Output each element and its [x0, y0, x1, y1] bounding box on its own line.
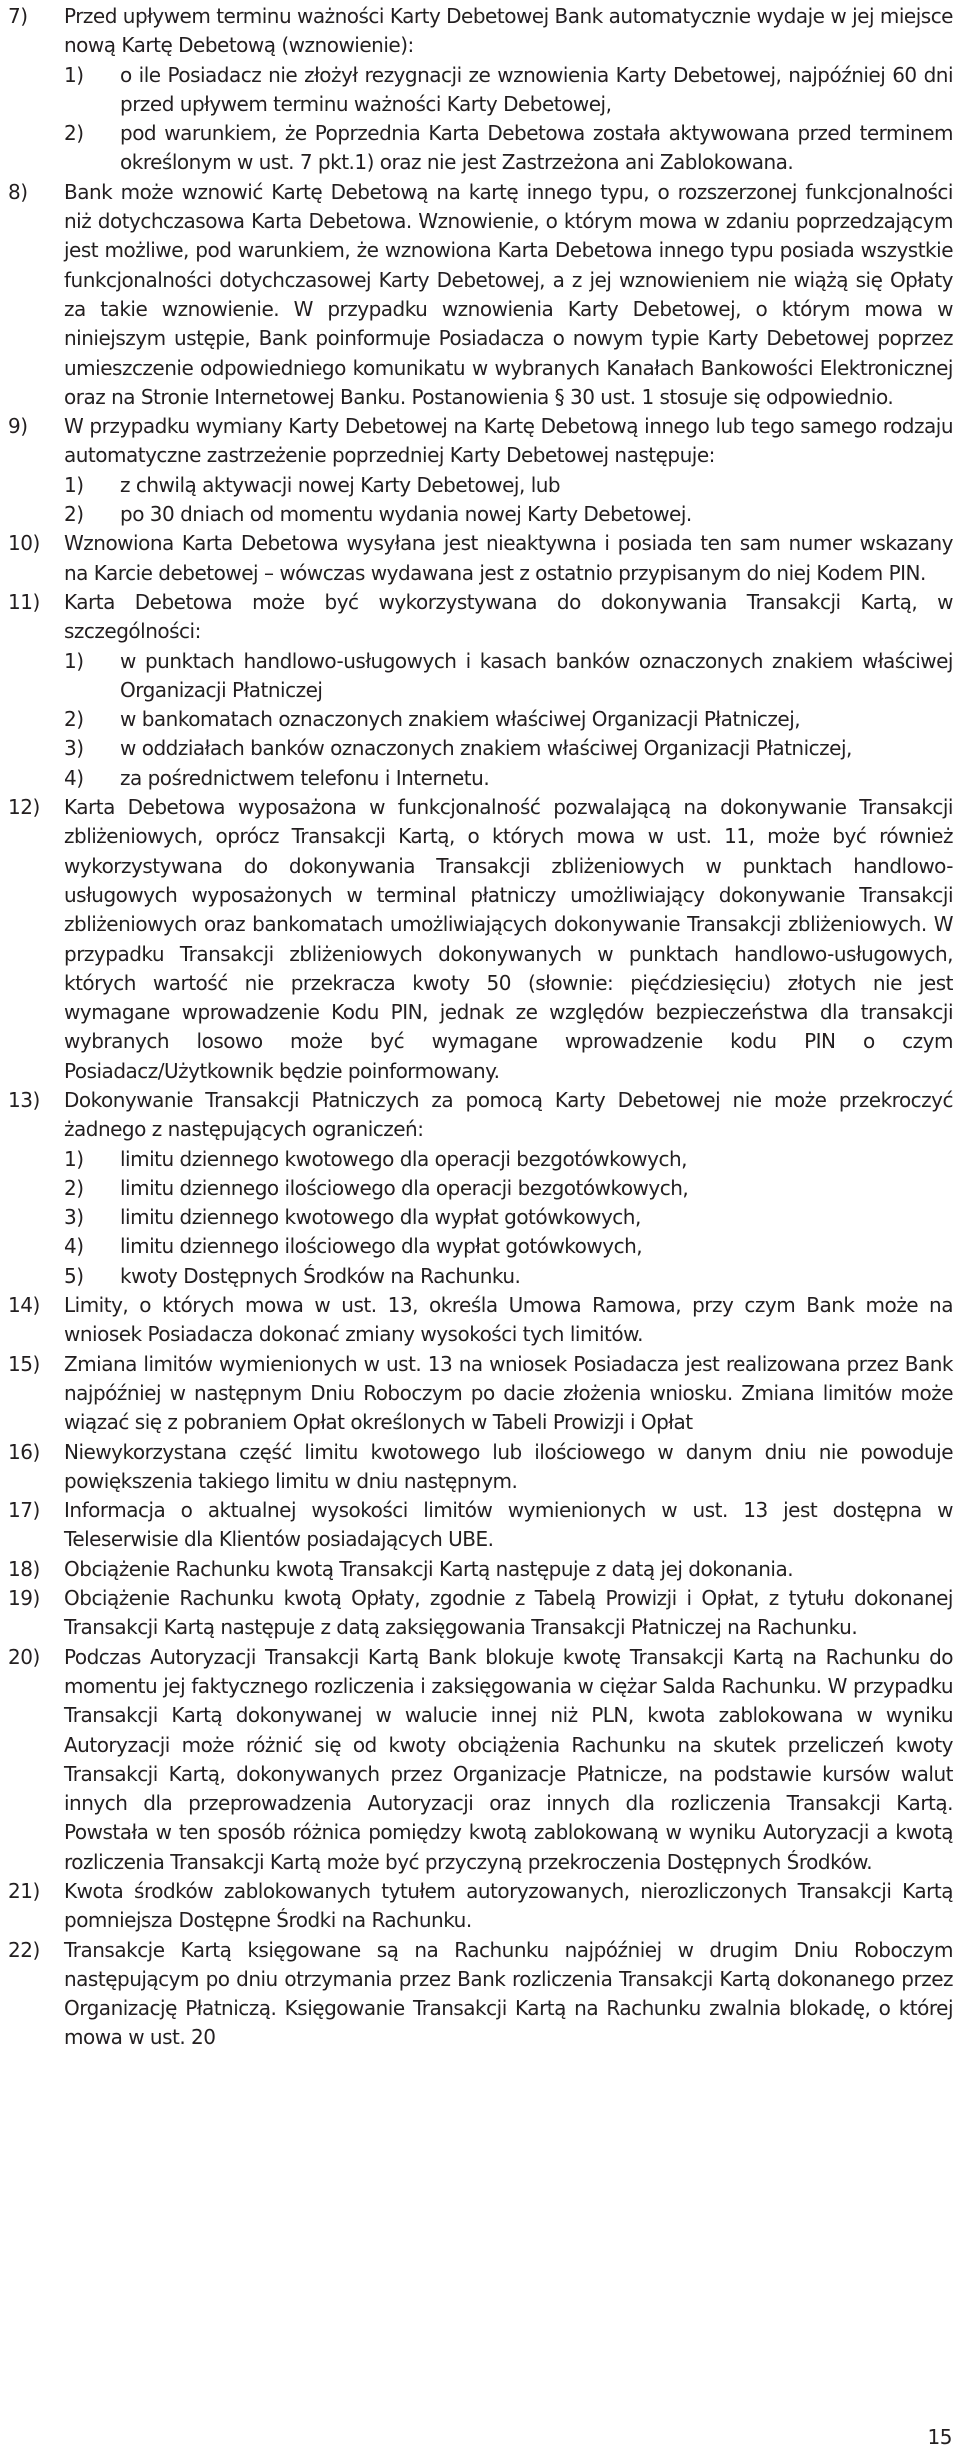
numbered-paragraph — [8, 1086, 953, 1291]
page-number: 15 — [927, 2424, 952, 2449]
sub-point — [64, 1174, 953, 1203]
sub-point-number: 1) — [64, 472, 84, 497]
paragraph-body — [64, 1936, 953, 2053]
sub-point-number: 4) — [64, 765, 84, 790]
numbered-paragraph — [8, 1584, 953, 1643]
paragraph-number: 11) — [8, 589, 40, 614]
document-body — [8, 2, 953, 2053]
paragraph-body — [64, 1291, 953, 1350]
sub-point — [64, 1203, 953, 1232]
paragraph-body — [64, 1555, 953, 1584]
sub-point-text: w bankomatach oznaczonych znakiem właściwej Organizacji Płatniczej, — [120, 707, 801, 732]
numbered-paragraph — [8, 178, 953, 412]
sub-point-number: 1) — [64, 62, 84, 87]
numbered-paragraph — [8, 793, 953, 1086]
paragraph-number: 9) — [8, 414, 28, 439]
paragraph-text: Transakcje Kartą księgowane są na Rachunku najpóźniej w drugim Dniu Roboczym następującym po dniu otrzymania przez Bank rozliczenia Transakcji Kartą dokonanego przez Organizację Płatniczą. Księgowanie Transakcji Kartą na Rachunku zwalnia blokadę, o której mowa w ust. 20 — [64, 1937, 953, 2050]
paragraph-number: 22) — [8, 1937, 40, 1962]
sub-point-number: 3) — [64, 1205, 84, 1230]
numbered-paragraph — [8, 1936, 953, 2053]
paragraph-text: Obciążenie Rachunku kwotą Transakcji Kartą następuje z datą jej dokonania. — [64, 1556, 794, 1581]
paragraph-number: 13) — [8, 1087, 40, 1112]
sub-point — [64, 61, 953, 120]
numbered-paragraph — [8, 1877, 953, 1936]
paragraph-number: 17) — [8, 1498, 40, 1523]
paragraph-number: 18) — [8, 1556, 40, 1581]
sub-point — [64, 764, 953, 793]
numbered-paragraph — [8, 412, 953, 529]
paragraph-body — [64, 529, 953, 588]
sub-point-text: za pośrednictwem telefonu i Internetu. — [120, 765, 490, 790]
sub-point-text: o ile Posiadacz nie złożył rezygnacji ze wznowienia Karty Debetowej, najpóźniej 60 dni przed upływem terminu ważności Karty Debetowej, — [120, 62, 953, 116]
paragraph-number: 14) — [8, 1293, 40, 1318]
sub-point — [64, 471, 953, 500]
paragraph-body — [64, 1643, 953, 1877]
paragraph-number: 19) — [8, 1586, 40, 1611]
sub-point-number: 1) — [64, 648, 84, 673]
sub-point-number: 1) — [64, 1146, 84, 1171]
paragraph-number: 8) — [8, 179, 28, 204]
paragraph-body — [64, 1086, 953, 1291]
paragraph-body — [64, 588, 953, 793]
numbered-paragraph — [8, 588, 953, 793]
sub-point — [64, 1262, 953, 1291]
paragraph-number: 10) — [8, 531, 40, 556]
paragraph-text: Karta Debetowa wyposażona w funkcjonalność pozwalającą na dokonywanie Transakcji zbliżeniowych, oprócz Transakcji Kartą, o których mowa w ust. 11, może być również wykorzystywana do dokonywania Transakcji zbliżeniowych w punktach handlowo-usługowych wyposażonych w terminal płatniczy umożliwiający dokonywanie Transakcji zbliżeniowych oraz bankomatach umożliwiających dokonywanie Transakcji zbliżeniowych. W przypadku Transakcji zbliżeniowych dokonywanych w punktach handlowo-usługowych, których wartość nie przekracza kwoty 50 (słownie: pięćdziesięciu) złotych nie jest wymagane wprowadzenie Kodu PIN, jednak ze względów bezpieczeństwa dla transakcji wybranych losowo może być wymagane wprowadzenie kodu PIN o czym Posiadacz/Użytkownik będzie poinformowany. — [64, 795, 953, 1083]
sub-point-number: 5) — [64, 1263, 84, 1288]
sub-point-text: po 30 dniach od momentu wydania nowej Karty Debetowej. — [120, 502, 692, 527]
paragraph-text: Informacja o aktualnej wysokości limitów wymienionych w ust. 13 jest dostępna w Teleserwisie dla Klientów posiadających UBE. — [64, 1498, 953, 1552]
sub-point — [64, 500, 953, 529]
sub-point-text: limitu dziennego kwotowego dla wypłat gotówkowych, — [120, 1205, 641, 1230]
paragraph-number: 12) — [8, 795, 40, 820]
sub-point — [64, 705, 953, 734]
paragraph-text: Dokonywanie Transakcji Płatniczych za pomocą Karty Debetowej nie może przekroczyć żadnego z następujących ograniczeń: — [64, 1087, 953, 1142]
sub-point-text: pod warunkiem, że Poprzednia Karta Debetowa została aktywowana przed terminem określonym w ust. 7 pkt.1) oraz nie jest Zastrzeżona ani Zablokowana. — [120, 121, 953, 175]
sub-point-number: 2) — [64, 1175, 84, 1200]
paragraph-text: Niewykorzystana część limitu kwotowego lub ilościowego w danym dniu nie powoduje powiększenia takiego limitu w dniu następnym. — [64, 1439, 953, 1493]
paragraph-number: 21) — [8, 1879, 40, 1903]
paragraph-text: Wznowiona Karta Debetowa wysyłana jest nieaktywna i posiada ten sam numer wskazany na Karcie debetowej – wówczas wydawana jest z ostatnio przypisanym do niej Kodem PIN. — [64, 531, 953, 585]
sub-point-text: kwoty Dostępnych Środków na Rachunku. — [120, 1263, 521, 1288]
paragraph-body — [64, 1877, 953, 1936]
sub-point-number: 4) — [64, 1234, 84, 1259]
sub-point-text: w punktach handlowo-usługowych i kasach banków oznaczonych znakiem właściwej Organizacji Płatniczej — [120, 648, 953, 702]
numbered-paragraph — [8, 2, 953, 178]
paragraph-text: Podczas Autoryzacji Transakcji Kartą Bank blokuje kwotę Transakcji Kartą na Rachunku do momentu jej faktycznego rozliczenia i zaksięgowania w ciężar Salda Rachunku. W przypadku Transakcji Kartą dokonywanej w walucie innej niż PLN, kwota zablokowana w wyniku Autoryzacji może różnić się od kwoty obciążenia Rachunku na skutek przeliczeń kwoty Transakcji Kartą, dokonywanych przez Organizacje Płatnicze, na podstawie kursów walut innych dla przeprowadzenia Autoryzacji oraz innych dla rozliczenia Transakcji Kartą. Powstała w ten sposób różnica pomiędzy kwotą zablokowaną w wyniku Autoryzacji a kwotą rozliczenia Transakcji Kartą może być przyczyną przekroczenia Dostępnych Środków. — [64, 1644, 953, 1874]
paragraph-text: Kwota środków zablokowanych tytułem autoryzowanych, nierozliczonych Transakcji Kartą pomniejsza Dostępne Środki na Rachunku. — [64, 1879, 953, 1933]
paragraph-text: Bank może wznowić Kartę Debetową na kartę innego typu, o rozszerzonej funkcjonalności niż dotychczasowa Karta Debetowa. Wznowienie, o którym mowa w zdaniu poprzedzającym jest możliwe, pod warunkiem, że wznowiona Karta Debetowa innego typu posiada wszystkie funkcjonalności dotychczasowej Karty Debetowej, a z jej wznowieniem nie wiążą się Opłaty za takie wznowienie. W przypadku wznowienia Karty Debetowej, o którym mowa w niniejszym ustępie, Bank poinformuje Posiadacza o nowym typie Karty Debetowej poprzez umieszczenie odpowiedniego komunikatu w wybranych Kanałach Bankowości Elektronicznej oraz na Stronie Internetowej Banku. Postanowienia § 30 ust. 1 stosuje się odpowiednio. — [64, 179, 953, 409]
sub-point-text: limitu dziennego kwotowego dla operacji bezgotówkowych, — [120, 1146, 687, 1171]
numbered-paragraph — [8, 1350, 953, 1438]
paragraph-body — [64, 1584, 953, 1643]
paragraph-text: Obciążenie Rachunku kwotą Opłaty, zgodnie z Tabelą Prowizji i Opłat, z tytułu dokonanej Transakcji Kartą następuje z datą zaksięgowania Transakcji Płatniczej na Rachunku. — [64, 1586, 953, 1640]
sub-point-number: 2) — [64, 707, 84, 732]
paragraph-body — [64, 412, 953, 529]
sub-point-number: 2) — [64, 502, 84, 527]
sub-point-text: z chwilą aktywacji nowej Karty Debetowej, lub — [120, 472, 561, 497]
paragraph-number: 15) — [8, 1351, 40, 1376]
paragraph-text: W przypadku wymiany Karty Debetowej na Kartę Debetową innego lub tego samego rodzaju automatyczne zastrzeżenie poprzedniej Karty Debetowej następuje: — [64, 414, 953, 468]
paragraph-text: Limity, o których mowa w ust. 13, określa Umowa Ramowa, przy czym Bank może na wniosek Posiadacza dokonać zmiany wysokości tych limitów. — [64, 1293, 953, 1347]
sub-point-number: 3) — [64, 736, 84, 761]
paragraph-body — [64, 1438, 953, 1497]
paragraph-text: Zmiana limitów wymienionych w ust. 13 na wniosek Posiadacza jest realizowana przez Bank najpóźniej w następnym Dniu Roboczym po dacie złożenia wniosku. Zmiana limitów może wiązać się z pobraniem Opłat określonych w Tabeli Prowizji i Opłat — [64, 1351, 953, 1435]
sub-point-text: limitu dziennego ilościowego dla wypłat gotówkowych, — [120, 1234, 643, 1259]
sub-point-text: w oddziałach banków oznaczonych znakiem właściwej Organizacji Płatniczej, — [120, 736, 852, 761]
numbered-paragraph — [8, 1555, 953, 1584]
numbered-paragraph — [8, 1643, 953, 1877]
numbered-paragraph — [8, 1438, 953, 1497]
sub-point — [64, 1145, 953, 1174]
paragraph-body — [64, 178, 953, 412]
paragraph-number: 20) — [8, 1644, 40, 1669]
sub-point — [64, 119, 953, 178]
paragraph-body — [64, 1350, 953, 1438]
sub-point — [64, 734, 953, 763]
sub-point-number: 2) — [64, 121, 84, 146]
paragraph-body — [64, 793, 953, 1086]
paragraph-body — [64, 2, 953, 178]
sub-point — [64, 1232, 953, 1261]
sub-point — [64, 647, 953, 706]
numbered-paragraph — [8, 1291, 953, 1350]
paragraph-number: 16) — [8, 1439, 40, 1464]
sub-point-text: limitu dziennego ilościowego dla operacji bezgotówkowych, — [120, 1175, 689, 1200]
paragraph-number: 7) — [8, 4, 28, 28]
numbered-paragraph — [8, 529, 953, 588]
paragraph-text: Przed upływem terminu ważności Karty Debetowej Bank automatycznie wydaje w jej miejsce nową Kartę Debetową (wznowienie): — [64, 4, 953, 58]
numbered-paragraph — [8, 1496, 953, 1555]
paragraph-text: Karta Debetowa może być wykorzystywana do dokonywania Transakcji Kartą, w szczególności: — [64, 589, 953, 644]
paragraph-body — [64, 1496, 953, 1555]
